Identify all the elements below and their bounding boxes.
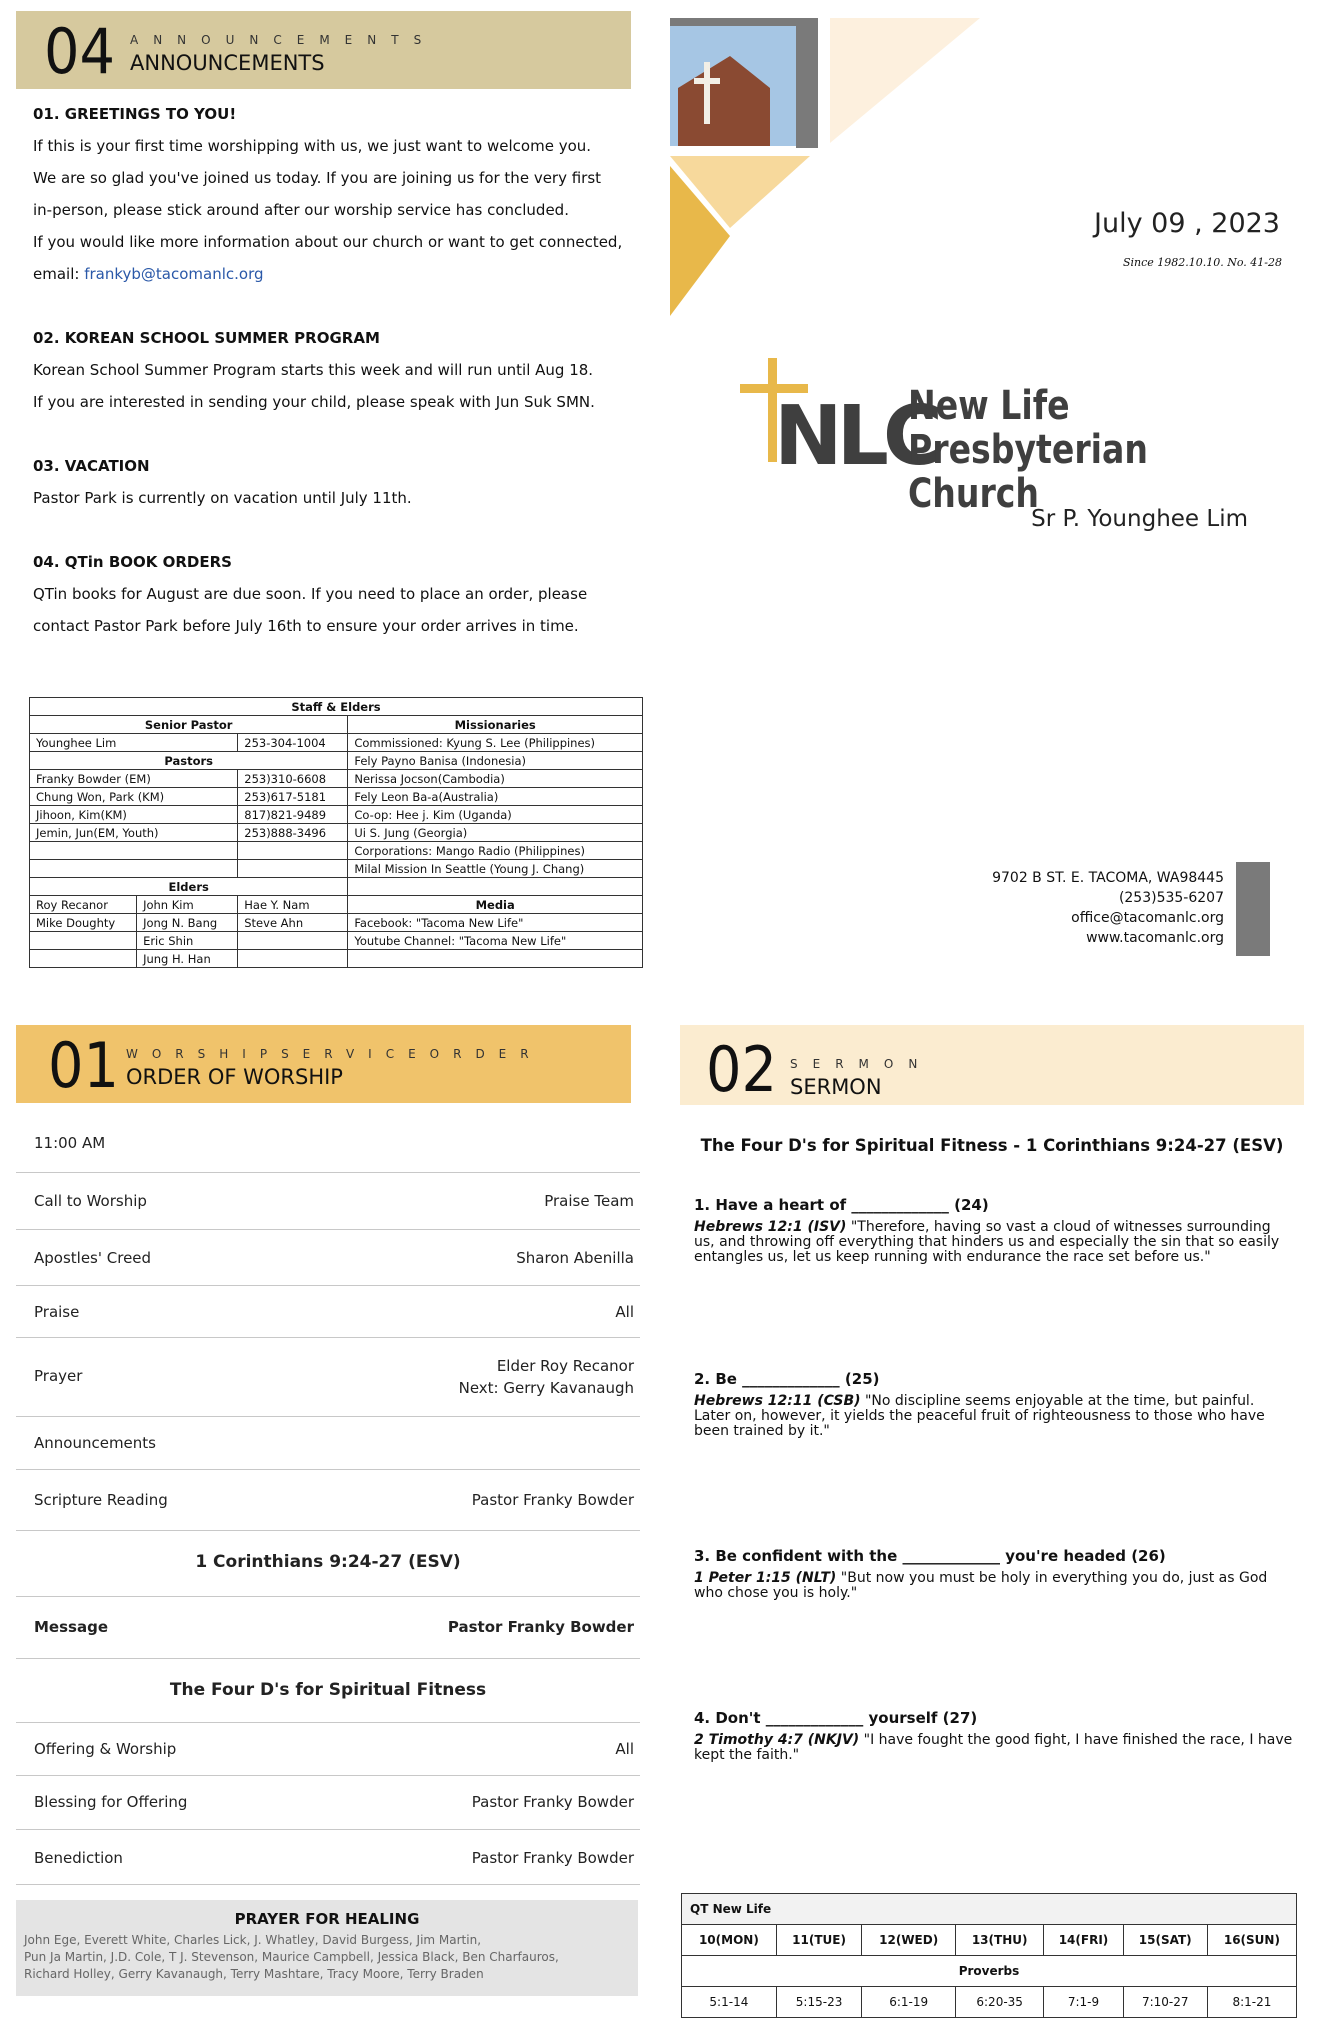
- message-title: The Four D's for Spiritual Fitness: [169, 1680, 487, 1700]
- pastor-phone: 253)617-5181: [238, 788, 348, 806]
- worship-item-label: Call to Worship: [34, 1192, 147, 1210]
- media-heading: Media: [348, 896, 643, 914]
- pastor-phone: 253)888-3496: [238, 824, 348, 842]
- announcement-email-line: [33, 258, 623, 290]
- section-number: 04: [44, 15, 115, 88]
- worship-item-leader: Pastor Franky Bowder: [471, 1849, 634, 1867]
- sermon-title: The Four D's for Spiritual Fitness - 1 Corinthians 9:24-27 (ESV): [700, 1136, 1284, 1155]
- section-spaced-title: SERMON: [790, 1057, 933, 1071]
- scripture-row: [16, 1530, 640, 1597]
- announcement-line: contact Pastor Park before July 16th to ensure your order arrives in time.: [33, 617, 579, 635]
- missionaries-heading: Missionaries: [348, 716, 643, 734]
- elder-name: Eric Shin: [137, 932, 238, 950]
- worship-item: [16, 1172, 640, 1230]
- announcement-3: [33, 450, 623, 514]
- church-phone: (253)535-6207: [1118, 890, 1224, 906]
- verse-reference: 1 Peter 1:15 (NLT): [694, 1570, 837, 1586]
- announcements-header: [16, 11, 631, 89]
- scripture-passage: 1 Corinthians 9:24-27 (ESV): [195, 1552, 461, 1572]
- announcement-line: If you are interested in sending your child, please speak with Jun Suk SMN.: [33, 393, 595, 411]
- prayer-names: Pun Ja Martin, J.D. Cole, T J. Stevenson, Maurice Campbell, Jessica Black, Ben Charfauros,: [24, 1950, 559, 1964]
- verse-reference: 2 Timothy 4:7 (NKJV): [694, 1732, 860, 1748]
- qt-day: 13(THU): [955, 1925, 1043, 1956]
- sermon-point-heading: 1. Have a heart of _____________ (24): [694, 1196, 989, 1214]
- qt-book: Proverbs: [682, 1956, 1297, 1987]
- church-contact: [880, 868, 1224, 948]
- announcement-line: If you would like more information about our church or want to get connected,: [33, 233, 623, 251]
- staff-elders-table: [29, 697, 643, 968]
- pastor-phone: 817)821-9489: [238, 806, 348, 824]
- announcement-line: We are so glad you've joined us today. If you are joining us for the very first: [33, 169, 602, 187]
- missionary: Corporations: Mango Radio (Philippines): [348, 842, 643, 860]
- worship-item: [16, 1829, 640, 1885]
- message-title-row: [16, 1658, 640, 1723]
- senior-pastor-title: Sr P. Younghee Lim: [1031, 506, 1248, 532]
- announcement-1: [33, 98, 623, 290]
- qt-reading: 7:10-27: [1123, 1987, 1207, 2018]
- cream-triangle: [830, 18, 980, 143]
- worship-item-label: Praise: [34, 1303, 80, 1321]
- church-address: 9702 B ST. E. TACOMA, WA98445: [992, 870, 1224, 886]
- email-link[interactable]: frankyb@tacomanlc.org: [84, 265, 264, 283]
- elder-name: Jung H. Han: [137, 950, 238, 968]
- sermon-point: [694, 1370, 1294, 1439]
- sermon-verse: [694, 1394, 1294, 1439]
- senior-pastor-heading: Senior Pastor: [30, 716, 348, 734]
- worship-item-label: Prayer: [34, 1367, 83, 1385]
- verse-reference: Hebrews 12:1 (ISV): [694, 1219, 847, 1235]
- elder-name: Mike Doughty: [30, 914, 137, 932]
- pastor-phone: 253)310-6608: [238, 770, 348, 788]
- qt-reading: 5:1-14: [682, 1987, 777, 2018]
- prayer-names: John Ege, Everett White, Charles Lick, J. Whatley, David Burgess, Jim Martin,: [24, 1933, 482, 1947]
- announcement-line: If this is your first time worshipping with us, we just want to welcome you.: [33, 137, 592, 155]
- church-cross-icon: [704, 62, 710, 124]
- sermon-point-heading: 3. Be confident with the _____________ you're headed (26): [694, 1547, 1166, 1565]
- worship-item: [16, 1469, 640, 1531]
- verse-text: "No discipline seems enjoyable at the time, but painful. Later on, however, it yields the peaceful fruit of righteousness to those who have been trained by it.": [694, 1393, 1265, 1439]
- qt-day: 14(FRI): [1044, 1925, 1123, 1956]
- sermon-point: [694, 1196, 1294, 1265]
- qt-day: 12(WED): [862, 1925, 956, 1956]
- bulletin-since: Since 1982.10.10. No. 41-28: [1122, 256, 1282, 269]
- sermon-point-heading: 4. Don't _____________ yourself (27): [694, 1709, 978, 1727]
- announcement-4: [33, 546, 623, 642]
- media-item: Youtube Channel: "Tacoma New Life": [348, 932, 643, 950]
- cover-geometric-art: [670, 18, 990, 318]
- worship-item: [16, 1337, 640, 1417]
- elder-name: John Kim: [137, 896, 238, 914]
- worship-item-leader-next: Next: Gerry Kavanaugh: [458, 1379, 634, 1397]
- pastor-name: Jihoon, Kim(KM): [30, 806, 238, 824]
- section-title: SERMON: [790, 1075, 882, 1099]
- section-spaced-title: WORSHIPSERVICEORDER: [126, 1047, 543, 1061]
- bulletin-date: July 09 , 2023: [1094, 208, 1280, 239]
- qt-day: 15(SAT): [1123, 1925, 1207, 1956]
- message-row: [16, 1596, 640, 1659]
- worship-item-leader: Sharon Abenilla: [516, 1249, 634, 1267]
- staff-table-title: Staff & Elders: [30, 698, 643, 716]
- missionary: Nerissa Jocson(Cambodia): [348, 770, 643, 788]
- prayer-for-healing-box: [16, 1900, 638, 1996]
- senior-pastor-phone: 253-304-1004: [238, 734, 348, 752]
- missionary: Fely Leon Ba-a(Australia): [348, 788, 643, 806]
- worship-time-row: [16, 1118, 640, 1173]
- announcement-line: Korean School Summer Program starts this week and will run until Aug 18.: [33, 361, 594, 379]
- worship-item-leader: Praise Team: [544, 1192, 634, 1210]
- service-time: 11:00 AM: [34, 1134, 106, 1152]
- worship-item-leader: Pastor Franky Bowder: [471, 1491, 634, 1509]
- worship-item-label: Offering & Worship: [34, 1740, 177, 1758]
- sermon-point: [694, 1547, 1294, 1601]
- qt-title: QT New Life: [682, 1894, 1297, 1925]
- pastor-name: Franky Bowder (EM): [30, 770, 238, 788]
- verse-reference: Hebrews 12:11 (CSB): [694, 1393, 861, 1409]
- verse-text: "I have fought the good fight, I have finished the race, I have kept the faith.": [694, 1732, 1293, 1763]
- qt-day: 16(SUN): [1207, 1925, 1296, 1956]
- missionary: Milal Mission In Seattle (Young J. Chang): [348, 860, 643, 878]
- church-name: [908, 384, 1287, 516]
- sermon-verse: [694, 1571, 1294, 1601]
- worship-item-leader: All: [615, 1740, 634, 1758]
- media-item: Facebook: "Tacoma New Life": [348, 914, 643, 932]
- church-email[interactable]: office@tacomanlc.org: [1071, 910, 1224, 926]
- missionary: Fely Payno Banisa (Indonesia): [348, 752, 643, 770]
- church-name-line1: New Life: [908, 383, 1070, 429]
- elder-name: Roy Recanor: [30, 896, 137, 914]
- worship-item-leader: Elder Roy Recanor: [496, 1357, 634, 1375]
- pastor-name: Jemin, Jun(EM, Youth): [30, 824, 238, 842]
- senior-pastor-name: Younghee Lim: [30, 734, 238, 752]
- section-number: 02: [706, 1033, 777, 1106]
- sermon-point: [694, 1709, 1294, 1763]
- worship-item: [16, 1775, 640, 1830]
- worship-item-label: Benediction: [34, 1849, 123, 1867]
- worship-header: [16, 1025, 631, 1103]
- worship-item: [16, 1416, 640, 1470]
- worship-item-leader: Pastor Franky Bowder: [471, 1793, 634, 1811]
- church-website[interactable]: www.tacomanlc.org: [1086, 930, 1224, 946]
- qt-reading: 6:20-35: [955, 1987, 1043, 2018]
- elder-name: Hae Y. Nam: [238, 896, 348, 914]
- pastors-heading: Pastors: [30, 752, 348, 770]
- announcement-line: Pastor Park is currently on vacation until July 11th.: [33, 489, 412, 507]
- church-name-line2: Presbyterian Church: [908, 427, 1148, 517]
- message-label: Message: [34, 1618, 108, 1636]
- section-number: 01: [48, 1029, 119, 1102]
- announcement-heading: 02. KOREAN SCHOOL SUMMER PROGRAM: [33, 329, 380, 347]
- sermon-point-heading: 2. Be _____________ (25): [694, 1370, 880, 1388]
- announcement-line: QTin books for August are due soon. If you need to place an order, please: [33, 585, 588, 603]
- announcement-heading: 03. VACATION: [33, 457, 150, 475]
- verse-text: "Therefore, having so vast a cloud of witnesses surrounding us, and throwing off everything that hinders us and especially the sin that so easily entangles us, let us keep running with endurance the race set before us.": [694, 1219, 1280, 1265]
- elder-name: Jong N. Bang: [137, 914, 238, 932]
- qt-reading-table: [681, 1893, 1297, 2018]
- verse-text: "But now you must be holy in everything you do, just as God who chose you is holy.": [694, 1570, 1268, 1601]
- worship-item: [16, 1722, 640, 1776]
- announcement-heading: 04. QTin BOOK ORDERS: [33, 553, 232, 571]
- qt-reading: 7:1-9: [1044, 1987, 1123, 2018]
- missionary: Ui S. Jung (Georgia): [348, 824, 643, 842]
- announcement-heading: 01. GREETINGS TO YOU!: [33, 105, 237, 123]
- missionary: Commissioned: Kyung S. Lee (Philippines): [348, 734, 643, 752]
- qt-reading: 6:1-19: [862, 1987, 956, 2018]
- announcement-line: in-person, please stick around after our worship service has concluded.: [33, 201, 569, 219]
- logo-letters: NLC: [774, 389, 938, 484]
- sermon-verse: [694, 1733, 1294, 1763]
- qt-day: 11(TUE): [776, 1925, 862, 1956]
- section-spaced-title: ANNOUNCEMENTS: [130, 33, 437, 47]
- worship-item: [16, 1285, 640, 1338]
- prayer-names: Richard Holley, Gerry Kavanaugh, Terry Mashtare, Tracy Moore, Terry Braden: [24, 1967, 484, 1981]
- gray-accent-bar: [1236, 862, 1270, 956]
- prayer-title: PRAYER FOR HEALING: [234, 1910, 420, 1928]
- church-logo: [738, 356, 938, 484]
- worship-item: [16, 1229, 640, 1286]
- announcement-2: [33, 322, 623, 418]
- qt-day: 10(MON): [682, 1925, 777, 1956]
- missionary: Co-op: Hee j. Kim (Uganda): [348, 806, 643, 824]
- email-label: email:: [33, 265, 85, 283]
- worship-item-label: Announcements: [34, 1434, 156, 1452]
- message-speaker: Pastor Franky Bowder: [447, 1618, 634, 1636]
- section-title: ANNOUNCEMENTS: [130, 51, 325, 75]
- worship-item-label: Scripture Reading: [34, 1491, 168, 1509]
- worship-item-label: Apostles' Creed: [34, 1249, 152, 1267]
- elder-name: Steve Ahn: [238, 914, 348, 932]
- pastor-name: Chung Won, Park (KM): [30, 788, 238, 806]
- elders-heading: Elders: [30, 878, 348, 896]
- qt-reading: 5:15-23: [776, 1987, 862, 2018]
- section-title: ORDER OF WORSHIP: [126, 1065, 343, 1089]
- sermon-verse: [694, 1220, 1294, 1265]
- worship-item-label: Blessing for Offering: [34, 1793, 188, 1811]
- sermon-header: [680, 1025, 1304, 1105]
- worship-item-leader: All: [615, 1303, 634, 1321]
- qt-reading: 8:1-21: [1207, 1987, 1296, 2018]
